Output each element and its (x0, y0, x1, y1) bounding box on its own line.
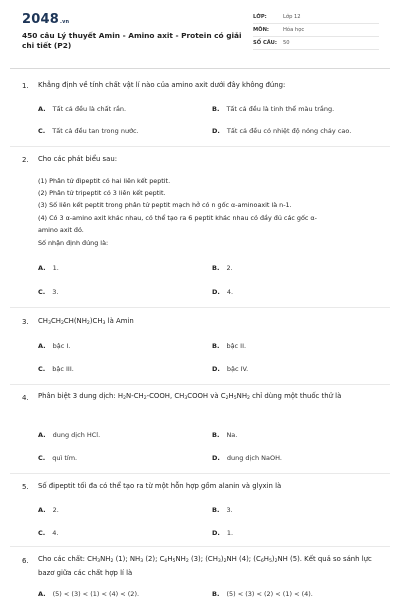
meta-value: Lớp 12 (283, 14, 301, 20)
option-label: B. (212, 105, 220, 113)
option-label: C. (38, 127, 46, 135)
meta-row-class (253, 11, 379, 24)
option-label: A. (38, 590, 46, 598)
option-d[interactable] (212, 288, 233, 296)
question-text: Khẳng định về tính chất vật lí nào của amino axit dưới đây không đúng: (38, 81, 286, 89)
option-text: dung dịch NaOH. (226, 454, 282, 462)
option-label: A. (38, 431, 46, 439)
option-text: bậc III. (52, 365, 74, 373)
question-text: Cho các chất: $CH_3NH_2$ (1); $NH_3$ (2); $C_6H_5NH_2$ (3); $(CH_3)_2NH$ (4); $(C_6H_5)_2NH$ (5). Kết quả so sánh lực bazơ giữa các chất hợp lí là (38, 555, 372, 577)
option-label: A. (38, 105, 46, 113)
option-label: A. (38, 506, 46, 514)
option-a[interactable] (38, 264, 59, 272)
option-a[interactable] (38, 506, 59, 514)
option-c[interactable] (38, 288, 58, 296)
logo-suffix: .vn (59, 19, 70, 25)
option-label: B. (212, 342, 220, 350)
statement: (4) Có 3 α-amino axit khác nhau, có thể tạo ra 6 peptit khác nhau có đầy đủ các gốc α- (38, 214, 317, 222)
question-text: Phân biệt 3 dung dịch: $H_2N-CH_2$-COOH, $CH_3COOH$ và $C_2H_5NH_2$ chỉ dùng một thuốc thử là (38, 392, 342, 401)
question-number: 1. (22, 82, 29, 90)
statement: (3) Số liên kết peptit trong phân tử peptit mạch hở có n gốc α-aminoaxit là n-1. (38, 201, 292, 209)
meta-value: 50 (283, 40, 290, 46)
question-number: 3. (22, 318, 29, 326)
meta-row-count (253, 37, 379, 50)
meta-key: MÔN: (253, 27, 269, 33)
option-text: bậc IV. (226, 365, 249, 373)
option-label: D. (212, 529, 220, 537)
option-text: 2. (52, 506, 59, 514)
option-text: 3. (52, 288, 59, 296)
option-label: D. (212, 288, 220, 296)
option-d[interactable] (212, 365, 248, 373)
option-c[interactable] (38, 529, 58, 537)
header-divider (10, 68, 390, 69)
statement: Số nhận định đúng là: (38, 239, 109, 247)
option-c[interactable] (38, 454, 77, 462)
option-d[interactable] (212, 454, 282, 462)
question-divider (10, 146, 390, 147)
question-number: 4. (22, 394, 29, 402)
question-number: 6. (22, 557, 29, 565)
statement: (1) Phân tử đipeptit có hai liên kết peptit. (38, 177, 171, 185)
option-label: B. (212, 431, 220, 439)
option-label: B. (212, 590, 220, 598)
option-text: bậc I. (52, 342, 71, 350)
option-label: C. (38, 288, 46, 296)
option-text: (5) < (3) < (1) < (4) < (2). (52, 590, 140, 598)
statement: (2) Phân tử tripeptit có 3 liên kết peptit. (38, 189, 166, 197)
question-divider (10, 546, 390, 547)
document-header (0, 0, 400, 66)
question-number: 2. (22, 156, 29, 164)
option-text: 4. (226, 288, 234, 296)
question-number: 5. (22, 483, 29, 491)
option-text: Tất cả đều có nhiệt độ nóng chảy cao. (226, 127, 352, 135)
option-a[interactable] (38, 431, 100, 439)
option-a[interactable] (38, 105, 126, 113)
statement: amino axit đó. (38, 226, 84, 234)
option-label: D. (212, 127, 220, 135)
option-text: 1. (226, 529, 234, 537)
option-text: Tất cả đều là tinh thể màu trắng. (226, 105, 335, 113)
option-text: Na. (226, 431, 238, 439)
option-b[interactable] (212, 506, 233, 514)
page-title: 450 câu Lý thuyết Amin - Amino axit - Protein có giải chi tiết (P2) (22, 31, 242, 50)
option-text: bậc II. (226, 342, 247, 350)
question-divider (10, 307, 390, 308)
option-a[interactable] (38, 590, 139, 598)
option-label: B. (212, 264, 220, 272)
meta-key: SỐ CÂU: (253, 40, 277, 46)
option-d[interactable] (212, 127, 351, 135)
option-b[interactable] (212, 431, 237, 439)
option-text: 2. (226, 264, 233, 272)
question-text: Số đipeptit tối đa có thể tạo ra từ một hỗn hợp gồm alanin và glyxin là (38, 482, 282, 490)
option-label: C. (38, 529, 46, 537)
meta-row-subject (253, 24, 379, 37)
option-text: Tất cả đều tan trong nước. (52, 127, 139, 135)
option-text: 3. (226, 506, 233, 514)
meta-value: Hóa học (283, 27, 305, 33)
question-text: $CH_3CH_2CH(NH_2)CH_3$ là Amin (38, 317, 134, 326)
option-label: D. (212, 365, 220, 373)
meta-key: LỚP: (253, 14, 267, 20)
option-d[interactable] (212, 529, 233, 537)
option-text: quì tím. (52, 454, 78, 462)
site-logo[interactable] (22, 12, 69, 27)
option-b[interactable] (212, 105, 334, 113)
question-text: Cho các phát biểu sau: (38, 155, 118, 163)
option-text: Tất cả đều là chất rắn. (52, 105, 127, 113)
option-label: C. (38, 365, 46, 373)
option-a[interactable] (38, 342, 70, 350)
option-label: A. (38, 264, 46, 272)
option-b[interactable] (212, 264, 233, 272)
question-divider (10, 384, 390, 385)
option-label: C. (38, 454, 46, 462)
option-text: dung dịch HCl. (52, 431, 101, 439)
option-c[interactable] (38, 365, 74, 373)
option-b[interactable] (212, 342, 246, 350)
option-label: A. (38, 342, 46, 350)
option-text: (5) < (3) < (2) < (1) < (4). (226, 590, 313, 598)
question-divider (10, 473, 390, 474)
option-label: D. (212, 454, 220, 462)
option-text: 4. (52, 529, 59, 537)
logo-text: 2048 (22, 12, 59, 27)
option-c[interactable] (38, 127, 139, 135)
option-b[interactable] (212, 590, 313, 598)
option-text: 1. (52, 264, 59, 272)
document-meta (253, 11, 379, 50)
option-label: B. (212, 506, 220, 514)
